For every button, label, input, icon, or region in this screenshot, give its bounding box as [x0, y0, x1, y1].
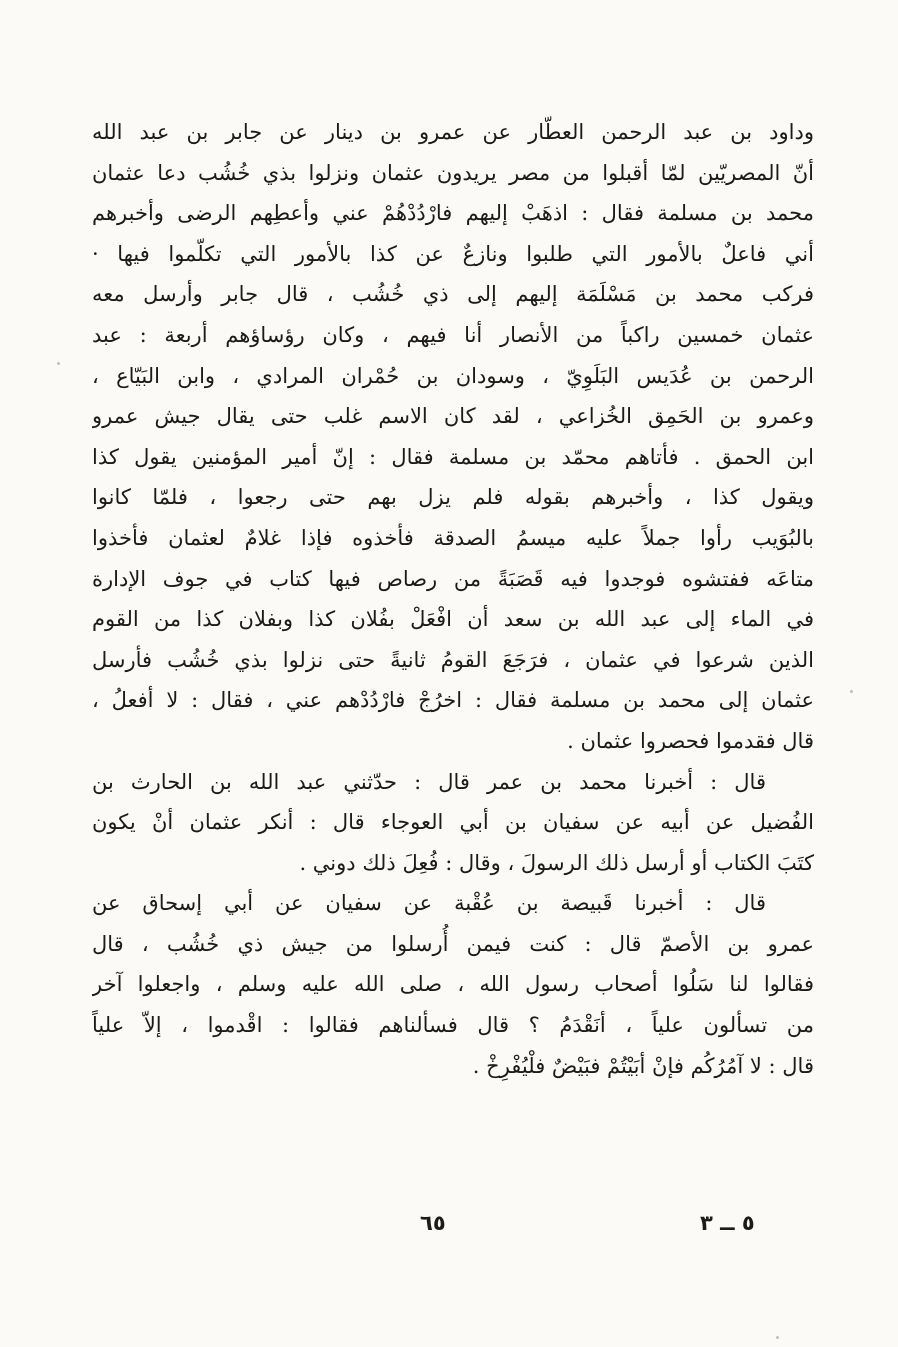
- text-line: أنّ المصريّين لمّا أقبلوا من مصر يريدون عثمان ونزلوا بذي خُشُب دعا عثمان: [92, 160, 814, 185]
- text-line: عثمان إلى محمد بن مسلمة فقال : اخرُجْ فارْدُدْهم عني ، فقال : لا أفعلُ ،: [92, 688, 814, 713]
- text-line: بالبُوَيب رأوا جملاً عليه ميسمُ الصدقة فأخذوه فإذا غلامٌ لعثمان فأخذوا: [92, 525, 814, 550]
- text-line: وعمرو بن الحَمِق الخُزاعي ، لقد كان الاسم غلب حتى يقال جيش عمرو: [92, 404, 814, 429]
- text-line: أني فاعلٌ بالأمور التي طلبوا ونازعٌ عن كذا بالأمور التي تكلّموا فيها ·: [92, 241, 814, 266]
- signature-mark: ٥ ــ ٣: [700, 1211, 755, 1235]
- text-line: متاعَه ففتشوه فوجدوا فيه قَصَبَةً من رصاص فيها كتاب في جوف الإدارة: [92, 566, 814, 591]
- text-line: الفُضيل عن أبيه عن سفيان بن أبي العوجاء قال : أنكر عثمان أنْ يكون: [92, 810, 814, 835]
- text-line: الذين شرعوا في عثمان ، فرَجَعَ القومُ ثانيةً حتى نزلوا بذي خُشُب فأرسل: [92, 647, 814, 672]
- text-line: قال : أخبرنا محمد بن عمر قال : حدّثني عبد الله بن الحارث بن: [92, 769, 766, 794]
- text-line: قال : لا آمُرُكُم فإنْ أبَيْتُمْ فبَيْضٌ فلْيُفْرِخْ .: [472, 1053, 814, 1078]
- text-line: فقالوا لنا سَلُوا أصحاب رسول الله ، صلى الله عليه وسلم ، واجعلوا آخر: [92, 972, 814, 997]
- text-line: الرحمن بن عُدَيس البَلَوِيّ ، وسودان بن حُمْران المرادي ، وابن البَيّاع ،: [92, 363, 814, 388]
- page-number: ٦٥: [420, 1211, 446, 1235]
- paper-speck: [850, 690, 853, 693]
- text-line: ويقول كذا ، وأخبرهم بقوله فلم يزل بهم حتى رجعوا ، فلمّا كانوا: [92, 485, 814, 510]
- text-line: وداود بن عبد الرحمن العطّار عن عمرو بن دينار عن جابر بن عبد الله: [92, 120, 814, 144]
- text-line: من تسألون علياً ، أنَقْدَمُ ؟ قال فسألناهم فقالوا : اقْدموا ، إلاّ علياً: [92, 1013, 814, 1038]
- text-line: في الماء إلى عبد الله بن سعد أن افْعَلْ بفُلان كذا وبفلان كذا من القوم: [92, 607, 814, 632]
- text-line: قال فقدموا فحصروا عثمان .: [567, 728, 814, 753]
- page-body-text: [92, 112, 814, 1086]
- text-line: عثمان خمسين راكباً من الأنصار أنا فيهم ، وكان رؤساؤهم أربعة : عبد: [92, 322, 814, 347]
- paper-speck: [776, 1336, 779, 1339]
- text-line: قال : أخبرنا قَبيصة بن عُقْبة عن سفيان عن أبي إسحاق عن: [92, 891, 766, 916]
- paper-speck: [57, 362, 60, 365]
- text-line: عمرو بن الأصمّ قال : كنت فيمن أُرسلوا من جيش ذي خُشُب ، قال: [92, 931, 814, 956]
- text-line: محمد بن مسلمة فقال : اذهَبْ إليهم فارْدُدْهُمْ عني وأعطِهم الرضى وأخبرهم: [92, 201, 814, 226]
- text-line: كتَبَ الكتاب أو أرسل ذلك الرسولَ ، وقال : فُعِلَ ذلك دوني .: [299, 850, 814, 875]
- text-line: فركب محمد بن مَسْلَمَة إليهم إلى ذي خُشُب ، قال جابر وأرسل معه: [92, 282, 814, 307]
- text-line: ابن الحمق . فأتاهم محمّد بن مسلمة فقال : إنّ أمير المؤمنين يقول كذا: [92, 444, 814, 469]
